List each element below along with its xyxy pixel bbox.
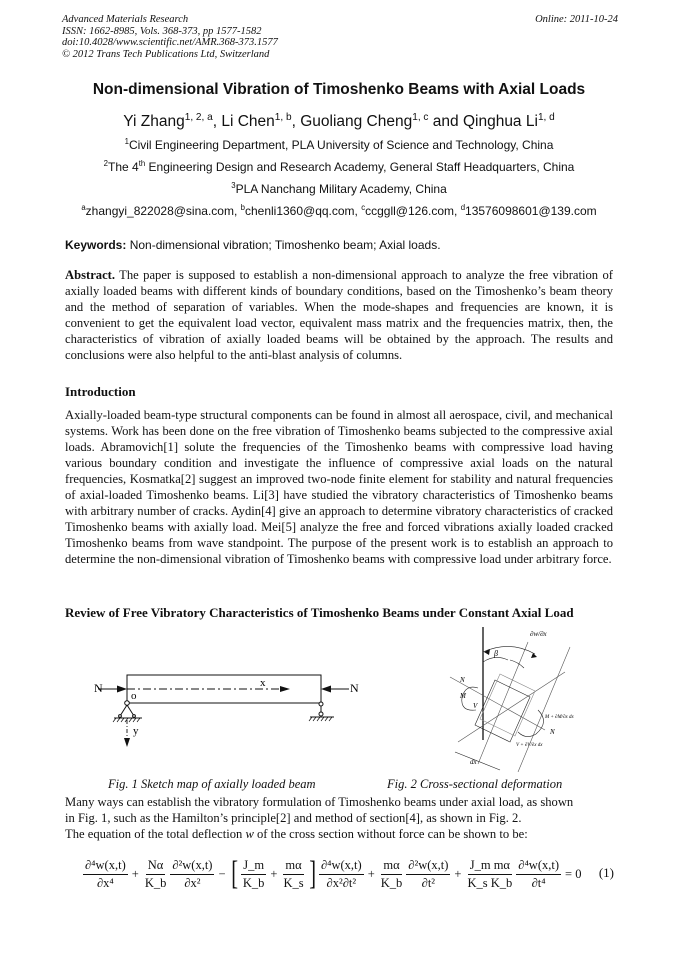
y-axis-arrow-icon <box>124 738 130 747</box>
label-v-plus: V + ∂V/∂x dx <box>516 743 543 748</box>
email-link[interactable]: ccggll@126.com, <box>365 204 461 218</box>
abstract <box>65 267 613 363</box>
affiliation-1: $^1$Civil Engineering Department, PLA University of Science and Technology, China <box>124 137 554 152</box>
body-paragraph: Many ways can establish the vibratory formulation of Timoshenko beams under axial load, as shown in Fig. 1, such as the Hamilton’s principle[2] and method of section[4], as shown in Fig. 2. The equation of the total deflection w of the cross section without force can be shown to be: <box>65 795 574 841</box>
paper-title: Non-dimensional Vibration of Timoshenko Beams with Axial Loads <box>92 81 586 98</box>
journal-header <box>62 14 618 60</box>
abstract-text: The paper is supposed to establish a non-dimensional approach to analyze the free vibration of axially loaded beams with different kinds of boundary conditions, based on the Timoshenko’s beam theory and the method of separation of variables. When the mode-shapes and frequencies are known, it is convenient to get the equivalent load vector, equivalent mass matrix and the frequencies matrix, then, the characteristics of vibration of axially loaded beams will be obtained by the approach. The results and conclusions were also helpful to the anti-blast analysis of columns. <box>65 268 613 362</box>
label-dwdx: ∂w/∂x <box>530 630 547 638</box>
roller-support-icon <box>319 702 323 706</box>
label-v: V <box>473 702 478 710</box>
equation-1: $\frac{\text{∂⁴w(x,t)}}{\text{∂x⁴}}$ + $\frac{N\alpha}{K\_b}$ $\frac{\text{∂²w(x,t)}}{\text{∂x²}}$ − [ $\frac{J\_m}{K\_b}$ + $\frac{m\alpha}{K\_s}$ ] $\frac{\text{∂⁴w(x,t)}}{\text{∂x²∂t²}}$ + $\frac{m\alpha}{K\_b}$ $\frac{\text{∂²w(x,t)}}{\text{∂t²}}$ + $\frac{\text{J\_m mα}}{\text{K\_s K\_b}}$ $\frac{\text{∂⁴w(x,t)}}{\text{∂t⁴}}$ = 0 (1) <box>85 855 614 892</box>
label-n1: N <box>460 676 465 684</box>
figure-2-cross-section <box>440 622 590 772</box>
cross-section-diagram <box>440 622 590 772</box>
abstract-label: Abstract. <box>65 268 116 282</box>
load-arrow-right-icon <box>321 686 331 693</box>
author: Qinghua Li$^{1, d}$ <box>462 111 555 130</box>
label-m: M <box>460 692 466 700</box>
eq-coef: $\frac{m\alpha}{K\_s}$ <box>283 857 304 890</box>
email-list: $^a$zhangyi_822028@sina.com, $^b$chenli1360@qq.com, $^c$ccggll@126.com, $^d$13576098601@139.com <box>81 203 597 218</box>
eq-coef: $\frac{J\_m}{K\_b}$ <box>242 857 265 890</box>
eq-coef: $\frac{\text{J\_m mα}}{\text{K\_s K\_b}}$ <box>467 857 513 890</box>
section-heading-introduction: Introduction <box>65 384 136 399</box>
figure-2-caption: Fig. 2 Cross-sectional deformation <box>387 777 563 791</box>
load-arrow-left-icon <box>117 686 127 693</box>
label-y: y <box>133 725 139 737</box>
email-link[interactable]: 13576098601@139.com <box>465 204 597 218</box>
label-o: o <box>131 690 137 702</box>
label-n-left: N <box>94 681 103 695</box>
beam-diagram <box>90 668 360 748</box>
journal-name: Advanced Materials Research <box>62 14 189 25</box>
label-m-plus: M + ∂M/∂x dx <box>545 715 574 720</box>
email-link[interactable]: zhangyi_822028@sina.com, <box>85 204 241 218</box>
eq-term: $\frac{\text{∂⁴w(x,t)}}{\text{∂x²∂t²}}$ <box>320 857 362 890</box>
copyright-line: © 2012 Trans Tech Publications Ltd, Switzerland <box>62 48 270 60</box>
eq-term: $\frac{\text{∂²w(x,t)}}{\text{∂x²}}$ <box>172 857 213 890</box>
label-dx: dx <box>470 758 477 766</box>
eq-coef: $\frac{m\alpha}{K\_b}$ <box>380 857 403 890</box>
angle-arrow-icon <box>484 649 490 655</box>
introduction-text: Axially-loaded beam-type structural components can be found in almost all aerospace, civil, and mechanical systems. Work has been done on the free vibration of Timoshenko beams subjected to the compressive axial loads. Abramovich[1] solute the frequencies of the Timoshenko beams with compressive load having various boundary condition and investigate the influence of compressive axial loads on the natural frequencies, Kosmatka[2] suggest an improved two-node finite element for stability and natural frequencies of axial-loaded Timoshenko beams. Li[3] have studied the vibratory characteristics of Timoshenko beams with arbitrary number of cracks. Aydin[4] give an approach to determine vibratory characteristics of cracked Timoshenko beams with axially load. Mei[5] analyze the free and forced vibrations axially loaded cracked Timoshenko beams from wave standpoint. The purpose of the present work is to establish an approach to determine the non-dimensional vibration of Timoshenko beams with compressive load under arbitrary force. <box>65 408 613 566</box>
eq-term: $\frac{\text{∂⁴w(x,t)}}{\text{∂t⁴}}$ <box>518 857 560 890</box>
affiliation-3: $^3$PLA Nanchang Military Academy, China <box>231 181 447 196</box>
label-beta: β <box>494 649 498 658</box>
keywords: Keywords: Non-dimensional vibration; Timoshenko beam; Axial loads. <box>65 238 441 252</box>
label-n-right: N <box>350 681 359 695</box>
author: Li Chen$^{1, b}$, <box>221 111 301 130</box>
eq-term: $\frac{\text{∂²w(x,t)}}{\text{∂t²}}$ <box>408 857 449 890</box>
label-x: x <box>260 677 266 689</box>
issn-line: ISSN: 1662-8985, Vols. 368-373, pp 1577-1582 <box>62 25 262 37</box>
eq-rhs: = 0 <box>565 866 582 881</box>
equation-number: (1) <box>598 865 614 880</box>
author-list <box>0 113 678 131</box>
eq-coef: $\frac{N\alpha}{K\_b}$ <box>144 857 167 890</box>
online-date: Online: 2011-10-24 <box>535 14 618 25</box>
eq-term: $\frac{\text{∂⁴w(x,t)}}{\text{∂x⁴}}$ <box>85 857 126 890</box>
x-axis-arrow-icon <box>280 686 290 692</box>
figure-1-beam-sketch <box>90 668 360 748</box>
doi-line: doi:10.4028/www.scientific.net/AMR.368-373.1577 <box>62 37 278 48</box>
author: Guoliang Cheng$^{1, c}$ and <box>300 111 463 130</box>
affiliation-2: $^2$The 4th Engineering Design and Research Academy, General Staff Headquarters, China <box>103 159 575 174</box>
pin-support-icon <box>125 701 130 706</box>
email-link[interactable]: chenli1360@qq.com, <box>244 204 362 218</box>
author: Yi Zhang$^{1, 2, a}$, <box>123 111 222 130</box>
figure-1-caption: Fig. 1 Sketch map of axially loaded beam <box>108 777 316 791</box>
label-n2: N <box>550 728 555 736</box>
section-heading-review: Review of Free Vibratory Characteristics of Timoshenko Beams under Constant Axial Load <box>65 605 574 620</box>
